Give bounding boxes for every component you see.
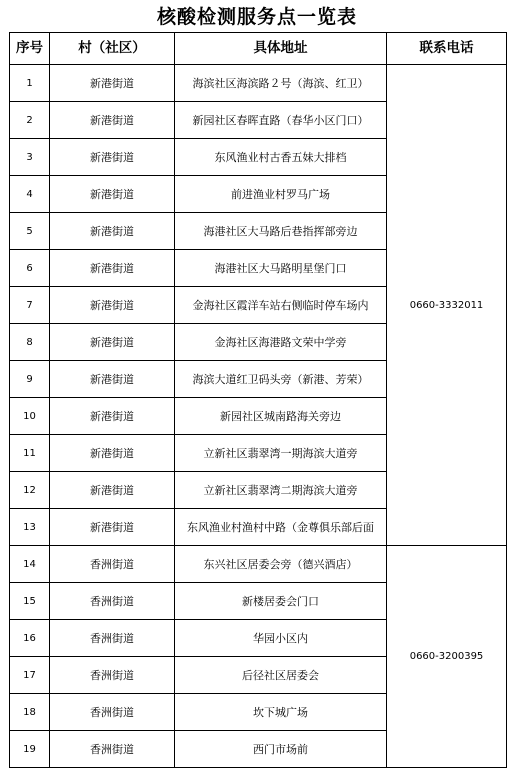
row-village: 新港街道 (50, 139, 175, 176)
row-village: 新港街道 (50, 361, 175, 398)
row-address: 东风渔业村古香五妹大排档 (175, 139, 387, 176)
row-village: 香洲街道 (50, 583, 175, 620)
table-body (10, 65, 507, 768)
row-address: 华园小区内 (175, 620, 387, 657)
row-village: 香洲街道 (50, 620, 175, 657)
table-row (10, 65, 507, 102)
row-address: 后径社区居委会 (175, 657, 387, 694)
row-seq: 8 (10, 324, 50, 361)
row-address: 海滨大道红卫码头旁（新港、芳荣） (175, 361, 387, 398)
row-seq: 4 (10, 176, 50, 213)
row-seq: 17 (10, 657, 50, 694)
row-seq: 19 (10, 731, 50, 768)
row-village: 新港街道 (50, 250, 175, 287)
row-address: 海港社区大马路明星堡门口 (175, 250, 387, 287)
row-address: 新楼居委会门口 (175, 583, 387, 620)
row-seq: 13 (10, 509, 50, 546)
row-seq: 6 (10, 250, 50, 287)
row-village: 新港街道 (50, 435, 175, 472)
table-header-row (10, 33, 507, 65)
row-seq: 9 (10, 361, 50, 398)
row-seq: 14 (10, 546, 50, 583)
row-address: 西门市场前 (175, 731, 387, 768)
row-address: 金海社区海港路文荣中学旁 (175, 324, 387, 361)
page-title: 核酸检测服务点一览表 (156, 6, 357, 28)
row-seq: 16 (10, 620, 50, 657)
row-address: 坎下城广场 (175, 694, 387, 731)
row-village: 新港街道 (50, 472, 175, 509)
row-village: 香洲街道 (50, 731, 175, 768)
row-village: 新港街道 (50, 176, 175, 213)
row-village: 新港街道 (50, 324, 175, 361)
table-row (10, 546, 507, 583)
header-phone: 联系电话 (387, 33, 507, 65)
row-village: 新港街道 (50, 509, 175, 546)
row-seq: 5 (10, 213, 50, 250)
row-village: 新港街道 (50, 102, 175, 139)
row-seq: 15 (10, 583, 50, 620)
row-address: 东风渔业村渔村中路（金尊俱乐部后面 (175, 509, 387, 546)
row-village: 新港街道 (50, 398, 175, 435)
row-seq: 7 (10, 287, 50, 324)
row-village: 香洲街道 (50, 657, 175, 694)
header-village: 村（社区） (50, 33, 175, 65)
row-seq: 10 (10, 398, 50, 435)
row-seq: 2 (10, 102, 50, 139)
row-address: 前进渔业村罗马广场 (175, 176, 387, 213)
row-address: 立新社区翡翠湾二期海滨大道旁 (175, 472, 387, 509)
row-phone: 0660-3200395 (387, 546, 507, 768)
header-address: 具体地址 (175, 33, 387, 65)
row-phone: 0660-3332011 (387, 65, 507, 546)
row-seq: 12 (10, 472, 50, 509)
row-seq: 1 (10, 65, 50, 102)
header-seq: 序号 (10, 33, 50, 65)
row-seq: 3 (10, 139, 50, 176)
row-address: 新园社区春晖直路（春华小区门口） (175, 102, 387, 139)
row-address: 金海社区霞洋车站右侧临时停车场内 (175, 287, 387, 324)
row-village: 新港街道 (50, 65, 175, 102)
row-village: 新港街道 (50, 213, 175, 250)
row-address: 新园社区城南路海关旁边 (175, 398, 387, 435)
testing-sites-table (9, 32, 507, 768)
row-address: 立新社区翡翠湾一期海滨大道旁 (175, 435, 387, 472)
row-village: 香洲街道 (50, 546, 175, 583)
row-seq: 11 (10, 435, 50, 472)
row-address: 海港社区大马路后巷指挥部旁边 (175, 213, 387, 250)
row-village: 香洲街道 (50, 694, 175, 731)
row-village: 新港街道 (50, 287, 175, 324)
row-seq: 18 (10, 694, 50, 731)
row-address: 东兴社区居委会旁（德兴酒店） (175, 546, 387, 583)
row-address: 海滨社区海滨路２号（海滨、红卫） (175, 65, 387, 102)
